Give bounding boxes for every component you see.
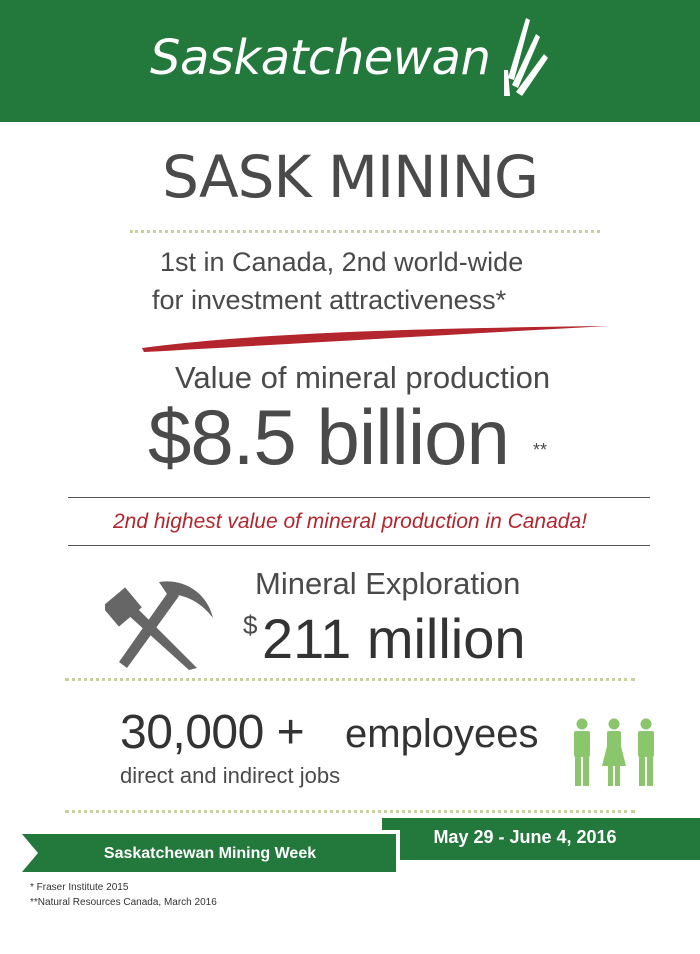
dotted-divider xyxy=(130,230,600,233)
production-value: $8.5 billion xyxy=(148,393,509,481)
dotted-divider xyxy=(65,810,635,813)
production-highlight: 2nd highest value of mineral production in Canada! xyxy=(113,510,587,533)
event-dates: May 29 - June 4, 2016 xyxy=(433,827,617,847)
employee-word: employees xyxy=(345,712,539,756)
event-name: Saskatchewan Mining Week xyxy=(103,845,317,862)
highlight-rule-top xyxy=(68,497,650,498)
wheat-sheaf-logo-icon xyxy=(496,18,548,98)
production-footnote-mark: ** xyxy=(533,440,548,460)
red-underline-swoosh xyxy=(140,322,610,352)
page-title: SASK MINING xyxy=(162,143,538,211)
people-icon xyxy=(570,718,658,788)
footnote: * Fraser Institute 2015 xyxy=(30,882,129,893)
footnote: **Natural Resources Canada, March 2016 xyxy=(30,897,217,908)
production-label: Value of mineral production xyxy=(175,360,551,395)
ranking-line-2: for investment attractiveness* xyxy=(152,285,507,315)
exploration-value: 211 million xyxy=(262,607,526,670)
exploration-currency: $ xyxy=(243,610,258,640)
exploration-label: Mineral Exploration xyxy=(255,566,521,601)
ranking-line-1: 1st in Canada, 2nd world-wide xyxy=(160,247,524,277)
employee-count: 30,000 + xyxy=(120,706,305,759)
brand-wordmark: Saskatchewan xyxy=(150,30,491,86)
header-banner xyxy=(0,0,700,122)
highlight-rule-bottom xyxy=(68,545,650,546)
dotted-divider xyxy=(65,678,635,681)
employee-subtitle: direct and indirect jobs xyxy=(120,763,341,788)
hammer-pickaxe-icon xyxy=(105,578,215,670)
